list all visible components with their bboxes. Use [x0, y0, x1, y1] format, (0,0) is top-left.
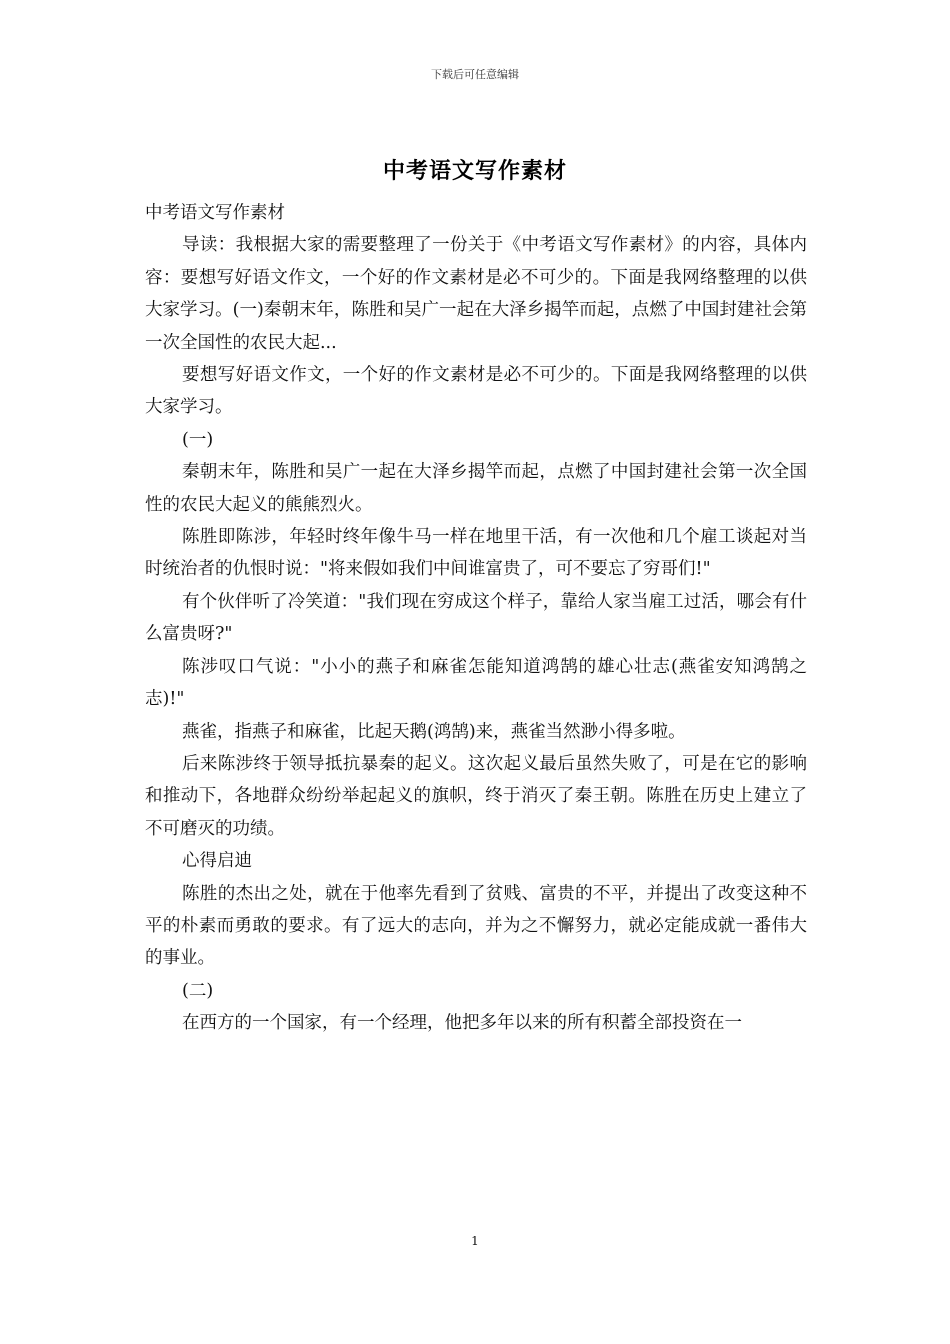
body-paragraph: 秦朝末年，陈胜和吴广一起在大泽乡揭竿而起，点燃了中国封建社会第一次全国性的农民大起义的熊熊烈火。 — [145, 462, 807, 515]
section-heading: (一) — [182, 429, 214, 450]
body-paragraph: 有个伙伴听了冷笑道："我们现在穷成这个样子，靠给人家当雇工过活，哪会有什么富贵呀?" — [145, 591, 807, 645]
subtitle-paragraph: 中考语文写作素材 — [145, 203, 285, 223]
document-title: 中考语文写作素材 — [382, 158, 567, 184]
body-paragraph: 要想写好语文作文，一个好的作文素材是必不可少的。下面是我网络整理的以供大家学习。 — [145, 365, 807, 418]
section-heading: 心得启迪 — [182, 851, 252, 872]
intro-paragraph: 导读：我根据大家的需要整理了一份关于《中考语文写作素材》的内容，具体内容：要想写好语文作文，一个好的作文素材是必不可少的。下面是我网络整理的以供大家学习。(一)秦朝末年，陈胜和吴广一起在大泽乡揭竿而起，点燃了中国封建社会第一次全国性的农民大起... — [145, 235, 807, 353]
body-paragraph: 陈胜即陈涉，年轻时终年像牛马一样在地里干活，有一次他和几个雇工谈起对当时统治者的仇恨时说："将来假如我们中间谁富贵了，可不要忘了穷哥们!" — [145, 527, 807, 580]
body-paragraph: 后来陈涉终于领导抵抗暴秦的起义。这次起义最后虽然失败了，可是在它的影响和推动下，各地群众纷纷举起起义的旗帜，终于消灭了秦王朝。陈胜在历史上建立了不可磨灭的功绩。 — [145, 753, 807, 839]
header-note: 下载后可任意编辑 — [431, 68, 519, 81]
body-paragraph: 陈涉叹口气说："小小的燕子和麻雀怎能知道鸿鹄的雄心壮志(燕雀安知鸿鹄之志)!" — [145, 656, 807, 710]
body-paragraph: 燕雀，指燕子和麻雀，比起天鹅(鸿鹄)来，燕雀当然渺小得多啦。 — [182, 721, 686, 742]
body-paragraph: 陈胜的杰出之处，就在于他率先看到了贫贱、富贵的不平，并提出了改变这种不平的朴素而勇敢的要求。有了远大的志向，并为之不懈努力，就必定能成就一番伟大的事业。 — [145, 883, 807, 969]
section-heading: (二) — [182, 980, 214, 1001]
body-paragraph: 在西方的一个国家，有一个经理，他把多年以来的所有积蓄全部投资在一 — [182, 1013, 742, 1034]
document-body — [145, 197, 807, 1040]
page-number: 1 — [471, 1234, 479, 1248]
